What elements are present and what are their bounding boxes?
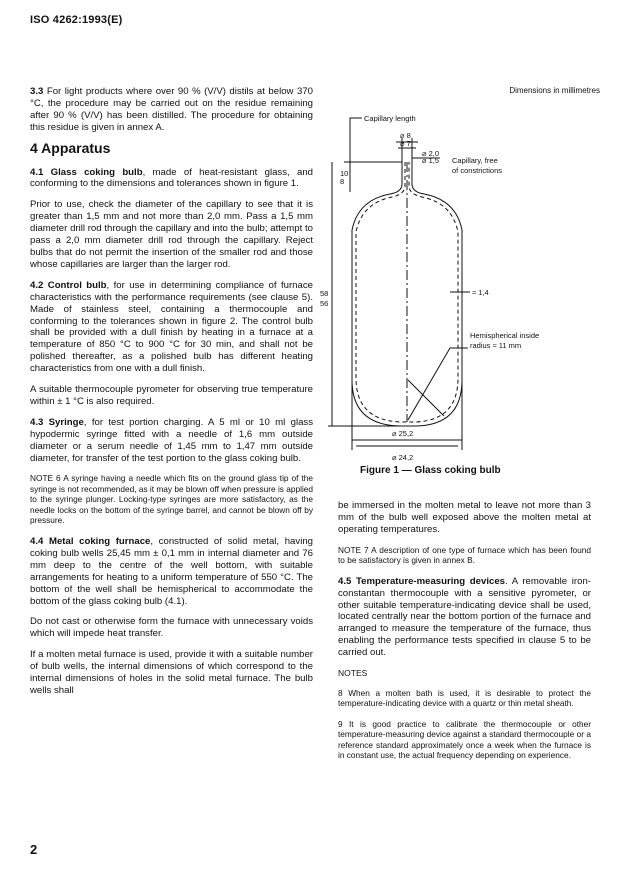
left-column bbox=[30, 86, 313, 706]
section-text: , constructed of solid metal, having coking bulb wells 25,45 mm ± 0,1 mm in internal diameter and 76 mm deep to the centre of the well bottom, with suitable arrangements for heating to a uniform temperature of 550 °C. The bottom of the well shall be hemispherical to accommodate the bottom of the glass coking bulb (4.1). bbox=[30, 535, 313, 607]
section-4-heading: 4 Apparatus bbox=[30, 139, 111, 156]
dimensions-note: Dimensions in millimetres bbox=[509, 86, 600, 95]
label-total-56: 56 bbox=[320, 299, 329, 308]
section-3-3 bbox=[30, 86, 313, 134]
section-4-3 bbox=[30, 417, 313, 465]
label-hemispherical: Hemispherical inside bbox=[470, 331, 540, 340]
capillary-length-leader bbox=[350, 118, 362, 188]
continued-text: be immersed in the molten metal to leave not more than 3 mm of the bulb well exposed above the molten metal at operating temperatures. bbox=[338, 500, 591, 535]
label-total-58: 58 bbox=[320, 289, 329, 298]
label-constrictions: of constrictions bbox=[452, 166, 503, 175]
label-height-10: 10 bbox=[340, 169, 349, 178]
section-text: , made of heat-resistant glass, and conforming to the dimensions and tolerances shown in figure 1. bbox=[30, 166, 313, 190]
label-d7: ⌀ 7 bbox=[400, 139, 411, 148]
section-title: 4.3 Syringe bbox=[30, 416, 84, 428]
label-wall-thickness: ≈ 1,4 bbox=[472, 288, 489, 297]
note-6: NOTE 6 A syringe having a needle which fits on the ground glass tip of the syringe is not recommended, as it may be blown off when pressure is applied to the syringe plunger. Locking-type syringes are more satisfactory, as the needle locks on the bottom of the syringe barrel, and cannot be blown off by pressure. bbox=[30, 473, 314, 526]
label-capillary-length: Capillary length bbox=[364, 114, 416, 123]
section-4-4-para3: If a molten metal furnace is used, provide it with a suitable number of bulb wells, the internal dimensions of which correspond to the internal dimensions of holes in the solid metal furnace. The bulb wells shall bbox=[30, 649, 313, 696]
label-radius: radius ≈ 11 mm bbox=[470, 341, 522, 350]
note-8: 8 When a molten bath is used, it is desirable to protect the temperature-indicating device with a quartz or thin metal sheath. bbox=[338, 687, 591, 709]
label-d20: ⌀ 2,0 bbox=[422, 149, 440, 158]
glass-coking-bulb-drawing bbox=[320, 80, 600, 470]
section-text: For light products where over 90 % (V/V) distils at below 370 °C, the procedure may be carried out on the residue remaining after 90 % (V/V) has been distilled. The procedure for obtaining this residue is given in annex A. bbox=[30, 86, 313, 133]
note-7: NOTE 7 A description of one type of furnace which has been found to be satisfactory is given in annex B. bbox=[338, 544, 591, 566]
note-9: 9 It is good practice to calibrate the thermocouple or other temperature-measuring device against a standard thermocouple or a reference standard approximately once a week when the furnace is in constant use, the actual frequency depending on experience. bbox=[338, 718, 591, 761]
label-d15: ⌀ 1,5 bbox=[422, 156, 440, 165]
section-4-5 bbox=[338, 576, 591, 659]
label-height-8: 8 bbox=[340, 177, 345, 186]
section-title: 4.1 Glass coking bulb bbox=[30, 166, 143, 178]
page-number: 2 bbox=[30, 842, 38, 857]
label-d252: ⌀ 25,2 bbox=[392, 429, 414, 438]
section-4-4-para2: Do not cast or otherwise form the furnace with unnecessary voids which will impede heat transfer. bbox=[30, 616, 313, 640]
section-title: 4.2 Control bulb bbox=[30, 279, 107, 291]
section-4-2-para2: A suitable thermocouple pyrometer for observing true temperature within ± 1 °C is also required. bbox=[30, 384, 313, 407]
label-capillary-free: Capillary, free bbox=[452, 156, 498, 165]
section-text: , for use in determining compliance of furnace characteristics with the performance requirements (see clause 5). Made of stainless steel, containing a thermocouple and conforming to the tolerances shown in figure 2. The control bulb shall be provided with a dull finish by heating in a furnace at a temperature of 850 °C to 900 °C for 30 min, and shall not be polished thereafter, as a polished bulb has different heating characteristics from one with a dull finish. bbox=[30, 279, 313, 375]
section-text: . A removable iron-constantan thermocouple with a sensitive pyrometer, or other suitable temperature-indicating device shall be used, located centrally near the bottom portion of the furnace and arranged to measure the temperature of the furnace, thus enabling the performance tests specified in clause 5 to be carried out. bbox=[338, 575, 591, 659]
figure-1 bbox=[320, 80, 600, 490]
right-column bbox=[338, 500, 591, 771]
section-title: 4.5 Temperature-measuring devices bbox=[338, 575, 505, 587]
section-title: 4.4 Metal coking furnace bbox=[30, 535, 151, 547]
label-d8: ⌀ 8 bbox=[400, 131, 411, 140]
section-4-2 bbox=[30, 280, 313, 375]
section-4-1-para2: Prior to use, check the diameter of the capillary to see that it is greater than 1,5 mm and not more than 2,0 mm. Pass a 1,5 mm diameter drill rod through the capillary and into the bulb; attempt to pass a 2,0 mm diameter drill rod through the capillary. Reject bulbs that do not permit the insertion of the smaller rod and those whose capillaries are larger than the larger rod. bbox=[30, 199, 313, 270]
section-number: 3.3 bbox=[30, 86, 44, 97]
section-4-1 bbox=[30, 167, 313, 191]
section-text: , for test portion charging. A 5 ml or 10 ml glass hypodermic syringe fitted with a needle of 1,6 mm outside diameter or a serum needle of 1,45 mm to 1,47 mm outside diameter, for transfer of the test portion to the glass coking bulb. bbox=[30, 416, 313, 464]
section-4-4 bbox=[30, 536, 313, 607]
document-header: ISO 4262:1993(E) bbox=[30, 14, 123, 26]
hemispherical-leader bbox=[408, 348, 468, 420]
notes-heading: NOTES bbox=[338, 668, 368, 679]
figure-caption: Figure 1 — Glass coking bulb bbox=[360, 465, 501, 476]
label-d242: ⌀ 24,2 bbox=[392, 453, 414, 462]
